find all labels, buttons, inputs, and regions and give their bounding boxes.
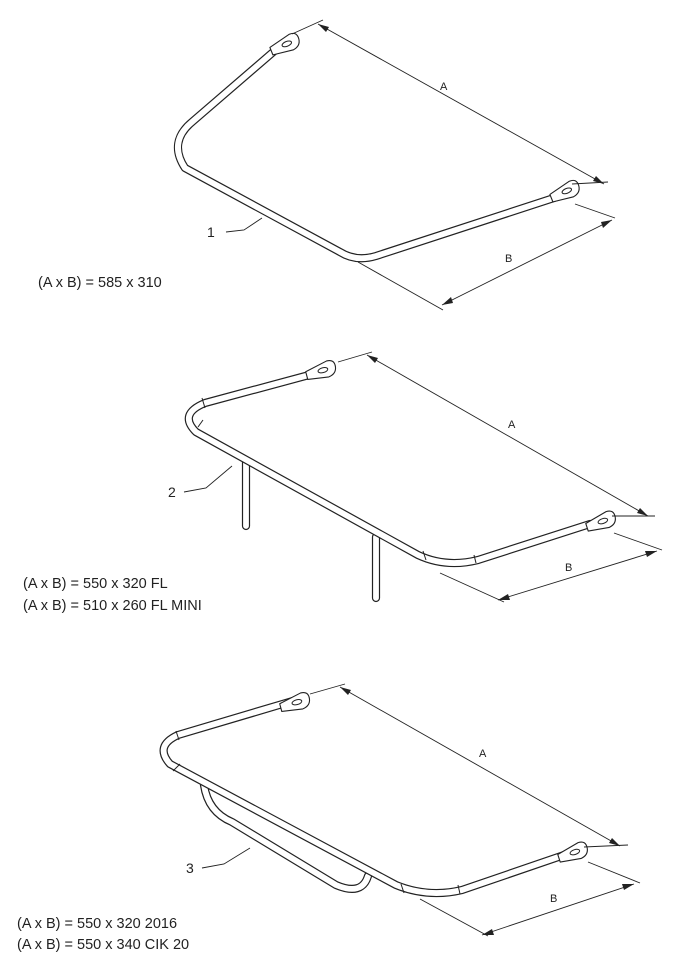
- dimension-a-line-3: [310, 684, 628, 847]
- callout-leader: [202, 848, 250, 868]
- figure-number: 3: [186, 860, 194, 876]
- dimension-b-label: B: [550, 893, 558, 905]
- mounting-bracket-icon: [556, 840, 590, 865]
- dimension-a-line-1: [292, 20, 608, 184]
- mounting-bracket-icon: [584, 509, 618, 534]
- dimension-a-label: A: [440, 81, 448, 93]
- spec-line: (A x B) = 585 x 310: [38, 275, 162, 291]
- callout-leader: [184, 466, 232, 492]
- spec-line: (A x B) = 510 x 260 FL MINI: [23, 598, 202, 614]
- spec-line: (A x B) = 550 x 340 CIK 20: [17, 937, 190, 953]
- spec-line: (A x B) = 550 x 320 FL: [23, 576, 168, 592]
- lower-support-tube: [204, 785, 368, 889]
- dimension-b-label: B: [565, 562, 573, 574]
- callout-leader: [226, 218, 262, 232]
- dimension-a-label: A: [508, 419, 516, 431]
- tube-frame-3: [164, 700, 570, 894]
- dimension-a-label: A: [479, 748, 487, 760]
- figure-3: [17, 684, 640, 953]
- dimension-b-line-3: [420, 862, 640, 936]
- figure-number: 2: [168, 484, 176, 500]
- dimension-b-line-2: [440, 533, 662, 602]
- spec-line: (A x B) = 550 x 320 2016: [17, 916, 178, 932]
- dimension-b-label: B: [505, 253, 513, 265]
- figure-2: [23, 352, 662, 614]
- mounting-bracket-icon: [548, 179, 582, 205]
- figure-1: [38, 20, 615, 310]
- mounting-bracket-icon: [304, 359, 337, 382]
- dimension-a-line-2: [338, 352, 655, 516]
- figure-number: 1: [207, 224, 215, 240]
- mounting-bracket-icon: [268, 32, 302, 58]
- tube-frame-1: [178, 47, 560, 258]
- mounting-bracket-icon: [278, 691, 311, 714]
